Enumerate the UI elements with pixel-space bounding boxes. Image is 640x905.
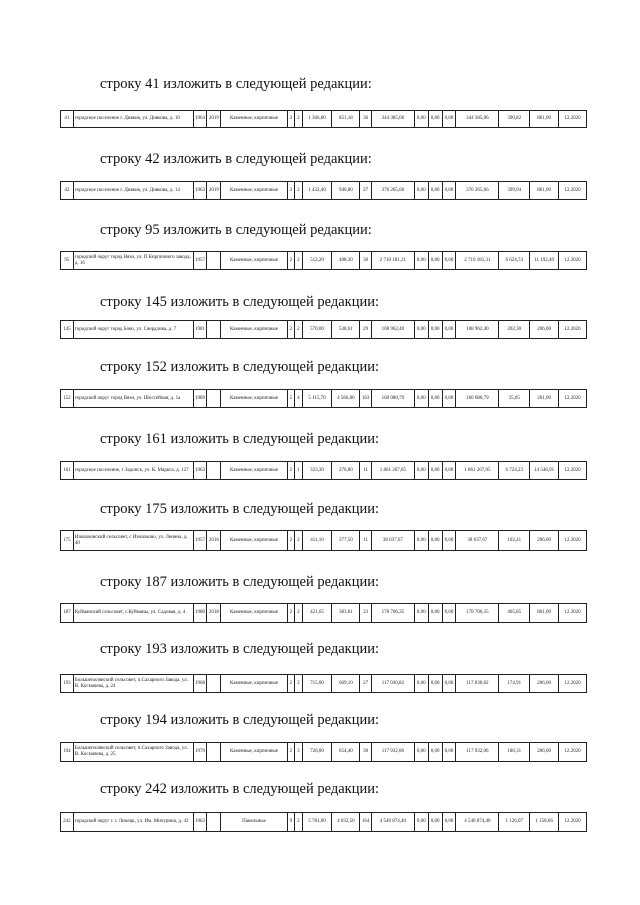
cell-max-cost: 861,00	[530, 182, 559, 200]
cell-fund-local: 0,00	[442, 813, 456, 832]
cell-specific-cost: 399,94	[499, 182, 530, 200]
cell-wall-material: Каменные, кирпичные	[221, 743, 287, 762]
cell-total-area: 1 432,40	[302, 182, 332, 200]
cell-entrances: 2	[295, 531, 302, 551]
cell-fund-regional: 0,00	[428, 743, 442, 762]
table-row	[61, 321, 587, 339]
cell-construction-year: 1964	[193, 111, 207, 128]
cell-repair-cost-total: 178 706,35	[372, 604, 415, 623]
cell-floors: 2	[287, 462, 294, 480]
section-heading: строку 145 изложить в следующей редакции:	[100, 294, 379, 310]
cell-total-area: 5 781,00	[302, 813, 332, 832]
record-table	[60, 530, 587, 551]
cell-construction-year: 1968	[193, 675, 207, 693]
record-table	[60, 461, 587, 480]
section-heading: строку 161 изложить в следующей редакции:	[100, 431, 379, 447]
cell-fund-regional: 0,00	[428, 182, 442, 200]
cell-living-area: 276,80	[332, 462, 360, 480]
cell-address: Куйманский сельсовет, с.Куйманы, ул. Садовая, д. 4	[73, 604, 193, 623]
cell-address: городской округ город Бово, ул. Свердлова, д. 7	[73, 321, 193, 339]
cell-fund-federal: 0,00	[414, 531, 428, 551]
cell-fund-regional: 0,00	[428, 111, 442, 128]
section-heading: строку 242 изложить в следующей редакции:	[100, 781, 379, 797]
cell-residents: 163	[360, 390, 372, 408]
cell-repair-cost-total: 376 265,66	[372, 182, 415, 200]
cell-owners-funds: 344 385,06	[456, 111, 499, 128]
cell-max-cost: 206,00	[530, 531, 559, 551]
cell-owners-funds: 1 861 267,05	[456, 462, 499, 480]
cell-renovation-year: 2019	[207, 111, 221, 128]
cell-row-number: 152	[61, 390, 74, 408]
cell-repair-cost-total: 1 861 267,05	[372, 462, 415, 480]
cell-wall-material: Каменные, кирпичные	[221, 111, 287, 128]
cell-entrances: 2	[295, 813, 302, 832]
cell-completion-date: 12.2020	[559, 321, 587, 339]
cell-owners-funds: 117 030,82	[456, 675, 499, 693]
section-heading: строку 187 изложить в следующей редакции:	[100, 574, 379, 590]
cell-wall-material: Каменные, кирпичные	[221, 182, 287, 200]
cell-specific-cost: 390,82	[499, 111, 530, 128]
cell-fund-local: 0,00	[442, 675, 456, 693]
table-row	[61, 111, 587, 128]
cell-repair-cost-total: 2 710 181,31	[372, 252, 415, 270]
cell-wall-material: Каменные, кирпичные	[221, 462, 287, 480]
cell-wall-material: Каменные, кирпичные	[221, 321, 287, 339]
cell-fund-local: 0,00	[442, 462, 456, 480]
record-table	[60, 603, 587, 623]
cell-construction-year: 1981	[193, 321, 207, 339]
cell-residents: 36	[360, 111, 372, 128]
cell-fund-local: 0,00	[442, 111, 456, 128]
cell-fund-regional: 0,00	[428, 531, 442, 551]
cell-address: городское поселение г. Днвков, ул. Днвкова, д. 10	[73, 111, 193, 128]
cell-specific-cost: 6 624,74	[499, 252, 530, 270]
cell-completion-date: 12.2020	[559, 813, 587, 832]
cell-specific-cost: 1 126,07	[499, 813, 530, 832]
cell-completion-date: 12.2020	[559, 531, 587, 551]
cell-fund-local: 0,00	[442, 321, 456, 339]
cell-specific-cost: 202,30	[499, 321, 530, 339]
cell-max-cost: 206,00	[530, 743, 559, 762]
cell-living-area: 383,61	[332, 604, 360, 623]
cell-row-number: 175	[61, 531, 74, 551]
cell-repair-cost-total: 160 080,79	[372, 390, 415, 408]
cell-row-number: 242	[61, 813, 74, 832]
cell-max-cost: 11 192,40	[530, 252, 559, 270]
cell-floors: 3	[287, 111, 294, 128]
cell-fund-regional: 0,00	[428, 252, 442, 270]
cell-floors: 2	[287, 604, 294, 623]
cell-max-cost: 14 546,91	[530, 462, 559, 480]
cell-total-area: 570,00	[302, 321, 332, 339]
cell-fund-federal: 0,00	[414, 462, 428, 480]
cell-completion-date: 12.2020	[559, 182, 587, 200]
cell-construction-year: 1957	[193, 252, 207, 270]
cell-residents: 11	[360, 531, 372, 551]
cell-completion-date: 12.2020	[559, 675, 587, 693]
record-table	[60, 742, 587, 762]
cell-owners-funds: 178 706,35	[456, 604, 499, 623]
cell-total-area: 411,10	[302, 531, 332, 551]
cell-row-number: 145	[61, 321, 74, 339]
cell-row-number: 95	[61, 252, 74, 270]
cell-completion-date: 12.2020	[559, 604, 587, 623]
cell-fund-federal: 0,00	[414, 321, 428, 339]
cell-owners-funds: 117 932,06	[456, 743, 499, 762]
cell-completion-date: 12.2020	[559, 111, 587, 128]
cell-residents: 11	[360, 462, 372, 480]
cell-wall-material: Панельные	[221, 813, 287, 832]
cell-wall-material: Каменные, кирпичные	[221, 604, 287, 623]
cell-owners-funds: 376 265,66	[456, 182, 499, 200]
cell-completion-date: 12.2020	[559, 743, 587, 762]
cell-fund-federal: 0,00	[414, 111, 428, 128]
cell-max-cost: 201,00	[530, 390, 559, 408]
cell-repair-cost-total: 4 540 874,40	[372, 813, 415, 832]
table-row	[61, 531, 587, 551]
cell-fund-local: 0,00	[442, 252, 456, 270]
cell-entrances: 4	[295, 390, 302, 408]
cell-fund-regional: 0,00	[428, 813, 442, 832]
cell-renovation-year	[207, 252, 221, 270]
cell-row-number: 193	[61, 675, 74, 693]
cell-fund-regional: 0,00	[428, 462, 442, 480]
cell-owners-funds: 160 080,79	[456, 390, 499, 408]
cell-renovation-year	[207, 321, 221, 339]
cell-living-area: 669,10	[332, 675, 360, 693]
cell-entrances: 2	[295, 111, 302, 128]
cell-floors: 5	[287, 390, 294, 408]
cell-wall-material: Каменные, кирпичные	[221, 252, 287, 270]
cell-specific-cost: 465,85	[499, 604, 530, 623]
cell-address: городской округ город Вязн, ул. П Кирпичного завода, д. 16	[73, 252, 193, 270]
cell-residents: 27	[360, 675, 372, 693]
cell-total-area: 726,00	[302, 743, 332, 762]
cell-construction-year: 1980	[193, 604, 207, 623]
cell-fund-local: 0,00	[442, 390, 456, 408]
cell-owners-funds: 38 637,67	[456, 531, 499, 551]
cell-residents: 23	[360, 604, 372, 623]
cell-completion-date: 12.2020	[559, 390, 587, 408]
cell-renovation-year	[207, 390, 221, 408]
cell-floors: 2	[287, 321, 294, 339]
cell-entrances: 2	[295, 675, 302, 693]
record-table	[60, 251, 587, 270]
cell-fund-local: 0,00	[442, 182, 456, 200]
record-table	[60, 812, 587, 832]
cell-living-area: 4 032,50	[332, 813, 360, 832]
cell-max-cost: 861,00	[530, 604, 559, 623]
cell-total-area: 5 115,70	[302, 390, 332, 408]
table-row	[61, 182, 587, 200]
cell-row-number: 194	[61, 743, 74, 762]
table-row	[61, 252, 587, 270]
cell-construction-year: 1989	[193, 390, 207, 408]
cell-owners-funds: 4 540 874,40	[456, 813, 499, 832]
record-table	[60, 181, 587, 200]
cell-renovation-year	[207, 743, 221, 762]
cell-entrances: 2	[295, 252, 302, 270]
cell-wall-material: Каменные, кирпичные	[221, 675, 287, 693]
cell-fund-federal: 0,00	[414, 675, 428, 693]
cell-fund-local: 0,00	[442, 604, 456, 623]
cell-max-cost: 206,00	[530, 675, 559, 693]
cell-renovation-year: 2019	[207, 182, 221, 200]
cell-floors: 2	[287, 252, 294, 270]
table-row	[61, 743, 587, 762]
cell-residents: 29	[360, 321, 372, 339]
cell-total-area: 1 366,80	[302, 111, 332, 128]
cell-wall-material: Каменные, кирпичные	[221, 531, 287, 551]
cell-entrances: 2	[295, 321, 302, 339]
cell-address: городской округ город Вязн, ул. Шоссейная, д. 1а	[73, 390, 193, 408]
record-table	[60, 320, 587, 339]
table-row	[61, 462, 587, 480]
cell-fund-federal: 0,00	[414, 252, 428, 270]
cell-residents: 27	[360, 182, 372, 200]
cell-address: городской округ г. г. Липецк, ул. Им. Мичурина, д. 42	[73, 813, 193, 832]
table-row	[61, 675, 587, 693]
cell-total-area: 421,65	[302, 604, 332, 623]
record-table	[60, 110, 587, 128]
cell-repair-cost-total: 38 637,67	[372, 531, 415, 551]
cell-living-area: 408,30	[332, 252, 360, 270]
cell-living-area: 940,80	[332, 182, 360, 200]
cell-completion-date: 12.2020	[559, 462, 587, 480]
cell-specific-cost: 180,31	[499, 743, 530, 762]
cell-total-area: 512,20	[302, 252, 332, 270]
cell-residents: 164	[360, 813, 372, 832]
cell-entrances: 2	[295, 604, 302, 623]
table-row	[61, 604, 587, 623]
section-heading: строку 194 изложить в следующей редакции:	[100, 712, 379, 728]
section-heading: строку 95 изложить в следующей редакции:	[100, 222, 372, 238]
cell-fund-regional: 0,00	[428, 390, 442, 408]
cell-construction-year: 1963	[193, 462, 207, 480]
cell-fund-federal: 0,00	[414, 604, 428, 623]
cell-living-area: 4 566,80	[332, 390, 360, 408]
cell-max-cost: 206,00	[530, 321, 559, 339]
cell-entrances: 2	[295, 182, 302, 200]
cell-owners-funds: 108 962,40	[456, 321, 499, 339]
table-row	[61, 390, 587, 408]
cell-construction-year: 1963	[193, 182, 207, 200]
cell-total-area: 715,00	[302, 675, 332, 693]
cell-specific-cost: 174,91	[499, 675, 530, 693]
cell-living-area: 851,18	[332, 111, 360, 128]
cell-repair-cost-total: 117 030,82	[372, 675, 415, 693]
cell-floors: 2	[287, 531, 294, 551]
cell-living-area: 377,50	[332, 531, 360, 551]
cell-completion-date: 12.2020	[559, 252, 587, 270]
cell-construction-year: 1963	[193, 813, 207, 832]
section-heading: строку 42 изложить в следующей редакции:	[100, 151, 372, 167]
section-heading: строку 175 изложить в следующей редакции:	[100, 501, 379, 517]
cell-living-area: 654,40	[332, 743, 360, 762]
cell-fund-federal: 0,00	[414, 743, 428, 762]
cell-row-number: 161	[61, 462, 74, 480]
cell-entrances: 3	[295, 743, 302, 762]
cell-address: Большеполянский сельсовет, п.Сахарного Завода, ул. В. Космачева, д. 24	[73, 675, 193, 693]
cell-construction-year: 1970	[193, 743, 207, 762]
cell-row-number: 41	[61, 111, 74, 128]
cell-living-area: 538,61	[332, 321, 360, 339]
cell-address: городское поселение г. Днвков, ул. Днвкова, д. 14	[73, 182, 193, 200]
cell-renovation-year: 2016	[207, 531, 221, 551]
cell-fund-federal: 0,00	[414, 813, 428, 832]
cell-fund-regional: 0,00	[428, 604, 442, 623]
cell-specific-cost: 35,05	[499, 390, 530, 408]
cell-floors: 9	[287, 813, 294, 832]
cell-row-number: 187	[61, 604, 74, 623]
cell-specific-cost: 6 724,23	[499, 462, 530, 480]
cell-renovation-year: 2018	[207, 604, 221, 623]
cell-fund-federal: 0,00	[414, 390, 428, 408]
table-row	[61, 813, 587, 832]
cell-owners-funds: 2 710 181,31	[456, 252, 499, 270]
cell-floors: 2	[287, 675, 294, 693]
cell-address: городское поселение, г Задонск, ул. К. Маркса, д. 127	[73, 462, 193, 480]
cell-residents: 30	[360, 252, 372, 270]
cell-address: Измалковский сельсовет, с Измалково, ул. Ленина, д. 40	[73, 531, 193, 551]
cell-fund-federal: 0,00	[414, 182, 428, 200]
cell-repair-cost-total: 117 932,06	[372, 743, 415, 762]
record-table	[60, 674, 587, 693]
cell-renovation-year	[207, 675, 221, 693]
cell-repair-cost-total: 108 962,40	[372, 321, 415, 339]
cell-specific-cost: 102,41	[499, 531, 530, 551]
cell-max-cost: 1 158,66	[530, 813, 559, 832]
cell-fund-local: 0,00	[442, 743, 456, 762]
cell-renovation-year	[207, 462, 221, 480]
section-heading: строку 152 изложить в следующей редакции:	[100, 359, 379, 375]
cell-repair-cost-total: 344 385,06	[372, 111, 415, 128]
cell-construction-year: 1957	[193, 531, 207, 551]
record-table	[60, 389, 587, 408]
cell-fund-regional: 0,00	[428, 675, 442, 693]
cell-renovation-year	[207, 813, 221, 832]
cell-row-number: 42	[61, 182, 74, 200]
section-heading: строку 193 изложить в следующей редакции:	[100, 641, 379, 657]
cell-address: Большеполянский сельсовет, п.Сахарного Завода, ул. В. Космачева, д. 25	[73, 743, 193, 762]
cell-fund-regional: 0,00	[428, 321, 442, 339]
cell-wall-material: Каменные, кирпичные	[221, 390, 287, 408]
cell-residents: 30	[360, 743, 372, 762]
cell-max-cost: 861,00	[530, 111, 559, 128]
cell-total-area: 323,30	[302, 462, 332, 480]
cell-fund-local: 0,00	[442, 531, 456, 551]
cell-floors: 2	[287, 743, 294, 762]
cell-floors: 3	[287, 182, 294, 200]
section-heading: строку 41 изложить в следующей редакции:	[100, 76, 372, 92]
cell-entrances: 1	[295, 462, 302, 480]
